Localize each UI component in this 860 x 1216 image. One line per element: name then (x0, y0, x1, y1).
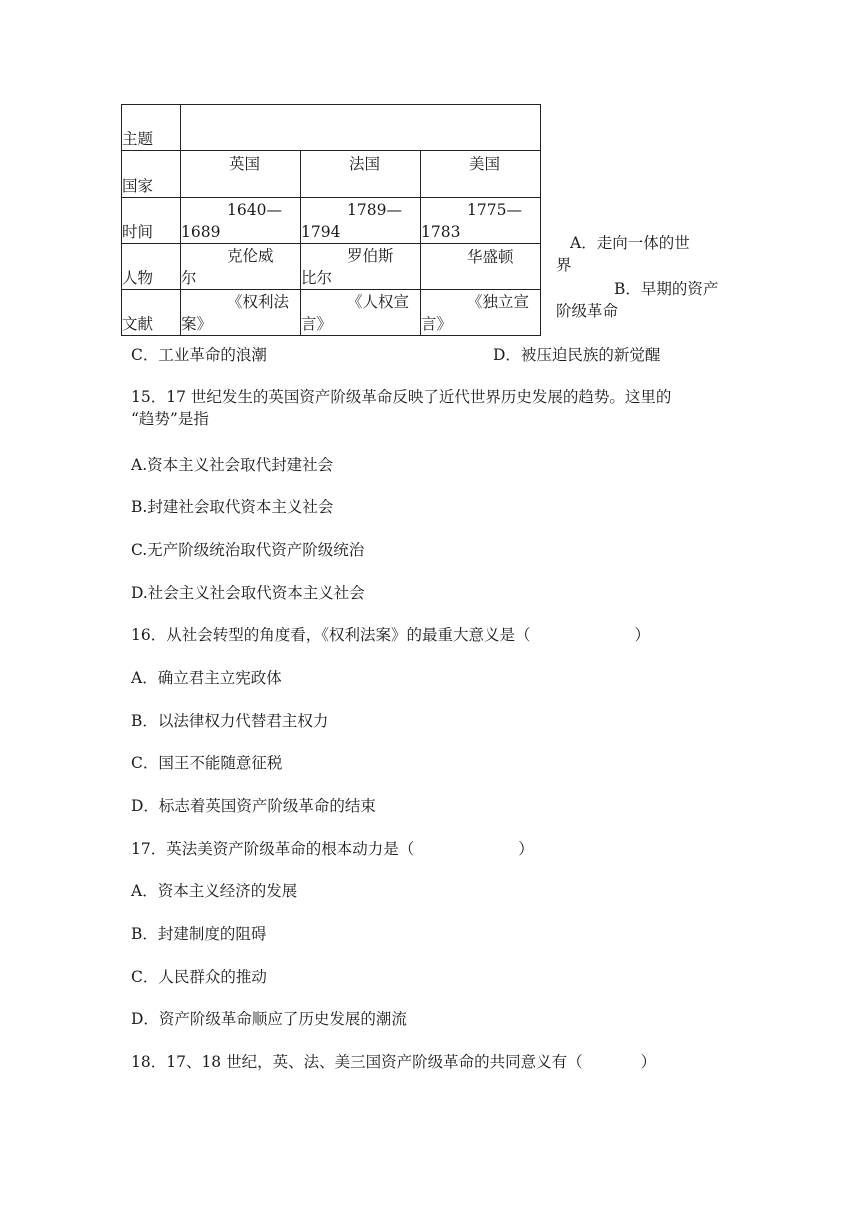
cell-text: 华盛顿 (467, 248, 514, 266)
table-row (122, 105, 541, 151)
table-row (122, 198, 541, 244)
row-label: 人物 (122, 269, 154, 287)
stem-line: “趋势”是指 (131, 410, 209, 428)
row-label: 时间 (122, 223, 154, 241)
q15-option-a: A.资本主义社会取代封建社会 (131, 456, 334, 474)
q15-stem (131, 386, 741, 430)
table-cell (301, 198, 421, 244)
option-text: B．早期的资产 (614, 280, 719, 298)
cell-text: 罗伯斯 (347, 247, 394, 265)
cell-text: 《人权宣 (347, 293, 410, 311)
q16-option-c: C．国王不能随意征税 (131, 754, 283, 772)
table-cell (122, 290, 181, 336)
cell-text: 尔 (181, 269, 197, 287)
cell-text: 1640— (227, 201, 282, 219)
country-england: 英国 (229, 155, 261, 173)
cell-text: 案》 (181, 315, 213, 333)
row-label: 国家 (122, 177, 154, 195)
cell-text: 克伦威 (227, 247, 274, 265)
q16-option-d: D．标志着英国资产阶级革命的结束 (131, 797, 376, 815)
header-label: 主题 (122, 130, 154, 148)
table-cell (421, 151, 541, 198)
cell-text: 1789— (347, 201, 402, 219)
cell-text: 言》 (421, 315, 453, 333)
table-cell (421, 290, 541, 336)
stem-line: 15．17 世纪发生的英国资产阶级革命反映了近代世界历史发展的趋势。这里的 (131, 388, 672, 406)
table-cell (421, 244, 541, 290)
cell-text: 1775— (467, 201, 522, 219)
stem-close: ） (518, 840, 534, 858)
q17-option-d: D．资产阶级革命顺应了历史发展的潮流 (131, 1010, 407, 1028)
q17-option-a: A．资本主义经济的发展 (131, 882, 298, 900)
table-cell (181, 244, 301, 290)
table-cell (122, 151, 181, 198)
q14-option-d: D．被压迫民族的新觉醒 (493, 346, 661, 364)
table-cell (301, 151, 421, 198)
table-cell (301, 290, 421, 336)
q14-option-a (556, 232, 690, 276)
stem-close: ） (640, 1053, 657, 1071)
q14-option-c: C．工业革命的浪潮 (131, 346, 267, 364)
table-row (122, 290, 541, 336)
cell-text: 1689 (181, 223, 221, 241)
cell-text: 《权利法 (227, 293, 290, 311)
country-france: 法国 (349, 155, 381, 173)
option-text: A．走向一体的世 (570, 234, 690, 252)
q15-option-b: B.封建社会取代资本主义社会 (131, 498, 334, 516)
stem-close: ） (634, 626, 650, 644)
table-cell (122, 244, 181, 290)
cell-text: 言》 (301, 315, 333, 333)
table-cell (181, 198, 301, 244)
q15-option-c: C.无产阶级统治取代资产阶级统治 (131, 541, 365, 559)
q18-stem (131, 1050, 656, 1072)
row-label: 文献 (122, 315, 154, 333)
cell-text: 《独立宣 (467, 293, 530, 311)
table-cell (301, 244, 421, 290)
option-text: 界 (556, 256, 572, 274)
table-cell (421, 198, 541, 244)
cell-text: 1783 (421, 223, 461, 241)
table-row (122, 244, 541, 290)
q16-stem (131, 623, 650, 645)
table-cell (181, 105, 541, 151)
table-cell (181, 290, 301, 336)
table-cell (122, 198, 181, 244)
option-text: 阶级革命 (556, 302, 619, 320)
cell-text: 比尔 (301, 269, 333, 287)
table-row (122, 151, 541, 198)
q15-option-d: D.社会主义社会取代资本主义社会 (131, 584, 365, 602)
q14-option-b (556, 278, 718, 322)
country-usa: 美国 (469, 155, 501, 173)
table-cell (122, 105, 181, 151)
q16-option-b: B．以法律权力代替君主权力 (131, 712, 329, 730)
q17-option-c: C．人民群众的推动 (131, 968, 267, 986)
q16-option-a: A．确立君主立宪政体 (131, 669, 282, 687)
stem-text: 18．17、18 世纪，英、法、美三国资产阶级革命的共同意义有（ (131, 1053, 583, 1071)
revolution-table (121, 104, 541, 336)
q17-option-b: B．封建制度的阻碍 (131, 925, 267, 943)
table-cell (181, 151, 301, 198)
stem-text: 17．英法美资产阶级革命的根本动力是（ (131, 840, 415, 858)
stem-text: 16．从社会转型的角度看，《权利法案》的最重大意义是（ (131, 626, 531, 644)
q17-stem (131, 837, 534, 859)
cell-text: 1794 (301, 223, 341, 241)
